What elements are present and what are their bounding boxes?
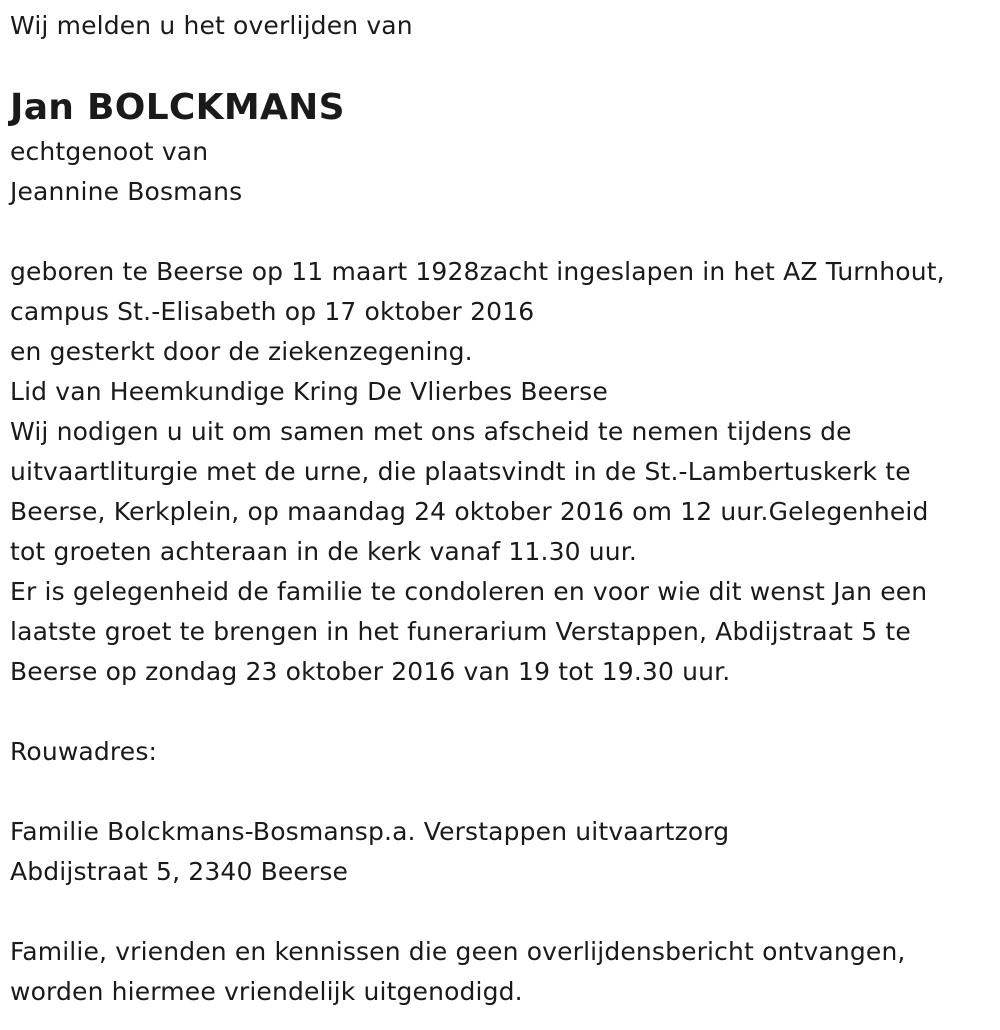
spacer bbox=[10, 772, 1000, 812]
intro-text: Wij melden u het overlijden van bbox=[10, 11, 413, 40]
spacer bbox=[10, 212, 1000, 252]
closing-line: worden hiermee vriendelijk uitgenodigd. bbox=[10, 977, 523, 1006]
body-line: en gesterkt door de ziekenzegening. bbox=[10, 337, 473, 366]
spouse-label: echtgenoot van bbox=[10, 137, 209, 166]
spouse-name: Jeannine Bosmans bbox=[10, 177, 243, 206]
closing-line: Familie, vrienden en kennissen die geen overlijdensbericht ontvangen, bbox=[10, 937, 906, 966]
address-block bbox=[10, 812, 1000, 892]
body-line: geboren te Beerse op 11 maart 1928zacht ingeslapen in het AZ Turnhout, bbox=[10, 257, 945, 286]
spacer bbox=[10, 892, 1000, 932]
address-line: Familie Bolckmans-Bosmansp.a. Verstappen uitvaartzorg bbox=[10, 817, 730, 846]
body-line: Wij nodigen u uit om samen met ons afscheid te nemen tijdens de bbox=[10, 417, 852, 446]
address-label: Rouwadres: bbox=[10, 737, 158, 766]
body-line: tot groeten achteraan in de kerk vanaf 11.30 uur. bbox=[10, 537, 638, 566]
body-line: Lid van Heemkundige Kring De Vlierbes Beerse bbox=[10, 377, 608, 406]
body-line: campus St.-Elisabeth op 17 oktober 2016 bbox=[10, 297, 535, 326]
body-line: Er is gelegenheid de familie te condoleren en voor wie dit wenst Jan een bbox=[10, 577, 928, 606]
address-line: Abdijstraat 5, 2340 Beerse bbox=[10, 857, 349, 886]
body-paragraph bbox=[10, 252, 1000, 692]
body-line: Beerse, Kerkplein, op maandag 24 oktober 2016 om 12 uur.Gelegenheid bbox=[10, 497, 929, 526]
closing-paragraph bbox=[10, 932, 1000, 1012]
deceased-name: Jan BOLCKMANS bbox=[10, 87, 345, 128]
body-line: uitvaartliturgie met de urne, die plaatsvindt in de St.-Lambertuskerk te bbox=[10, 457, 911, 486]
body-line: laatste groet te brengen in het funerarium Verstappen, Abdijstraat 5 te bbox=[10, 617, 911, 646]
spacer bbox=[10, 692, 1000, 732]
body-line: Beerse op zondag 23 oktober 2016 van 19 tot 19.30 uur. bbox=[10, 657, 731, 686]
